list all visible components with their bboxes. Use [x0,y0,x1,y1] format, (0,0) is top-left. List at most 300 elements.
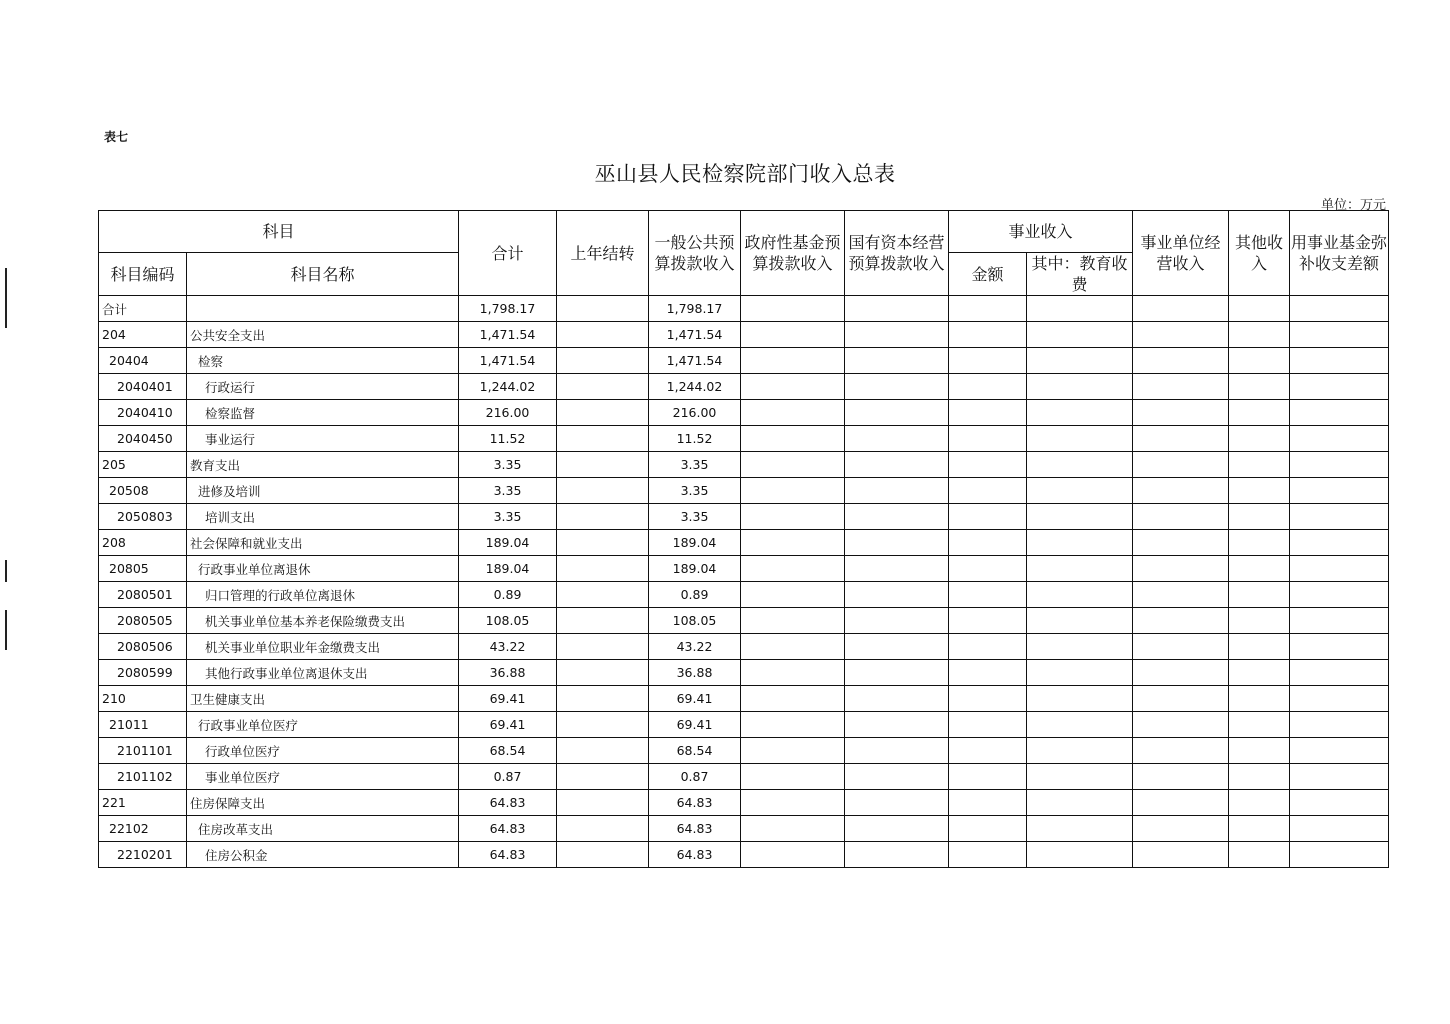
balance-cell [1290,608,1389,634]
other-income-cell [1229,816,1290,842]
other-income-cell [1229,530,1290,556]
carryover-cell [557,582,649,608]
carryover-cell [557,660,649,686]
state-capital-cell [845,556,949,582]
carryover-cell [557,816,649,842]
state-capital-cell [845,322,949,348]
general-budget-cell: 108.05 [649,608,741,634]
code-cell: 2050803 [99,504,187,530]
code-cell: 2080599 [99,660,187,686]
name-cell: 机关事业单位职业年金缴费支出 [187,634,459,660]
edu-fee-cell [1027,738,1133,764]
general-budget-cell: 69.41 [649,686,741,712]
code-cell: 22102 [99,816,187,842]
other-income-cell [1229,504,1290,530]
fund-budget-cell [741,374,845,400]
name-cell: 行政单位医疗 [187,738,459,764]
edu-fee-cell [1027,660,1133,686]
scan-edge-mark [5,560,7,582]
state-capital-cell [845,530,949,556]
fund-budget-cell [741,530,845,556]
state-capital-cell [845,348,949,374]
other-income-cell [1229,348,1290,374]
other-income-cell [1229,582,1290,608]
other-income-cell [1229,556,1290,582]
carryover-cell [557,374,649,400]
business-amount-cell [949,530,1027,556]
operating-income-cell [1133,322,1229,348]
operating-income-cell [1133,660,1229,686]
header-balance: 用事业基金弥补收支差额 [1290,211,1389,296]
other-income-cell [1229,738,1290,764]
header-fund-budget: 政府性基金预算拨款收入 [741,211,845,296]
scan-edge-mark [5,610,7,650]
business-amount-cell [949,790,1027,816]
operating-income-cell [1133,530,1229,556]
operating-income-cell [1133,634,1229,660]
edu-fee-cell [1027,842,1133,868]
state-capital-cell [845,400,949,426]
business-amount-cell [949,816,1027,842]
state-capital-cell [845,374,949,400]
name-cell: 住房公积金 [187,842,459,868]
balance-cell [1290,374,1389,400]
carryover-cell [557,634,649,660]
table-body [99,296,1389,868]
fund-budget-cell [741,296,845,322]
carryover-cell [557,296,649,322]
total-cell: 1,244.02 [459,374,557,400]
fund-budget-cell [741,738,845,764]
table-row [99,478,1389,504]
code-cell: 20404 [99,348,187,374]
edu-fee-cell [1027,556,1133,582]
balance-cell [1290,764,1389,790]
total-cell: 3.35 [459,452,557,478]
header-amount: 金额 [949,253,1027,296]
fund-budget-cell [741,426,845,452]
total-cell: 36.88 [459,660,557,686]
table-row [99,738,1389,764]
name-cell: 其他行政事业单位离退休支出 [187,660,459,686]
total-cell: 216.00 [459,400,557,426]
state-capital-cell [845,764,949,790]
name-cell: 行政事业单位离退休 [187,556,459,582]
state-capital-cell [845,504,949,530]
balance-cell [1290,530,1389,556]
other-income-cell [1229,686,1290,712]
operating-income-cell [1133,842,1229,868]
table-row [99,348,1389,374]
table-number-label: 表七 [104,130,129,144]
fund-budget-cell [741,634,845,660]
total-cell: 64.83 [459,790,557,816]
header-operating-income: 事业单位经营收入 [1133,211,1229,296]
code-cell: 208 [99,530,187,556]
code-cell: 2080506 [99,634,187,660]
business-amount-cell [949,296,1027,322]
carryover-cell [557,790,649,816]
operating-income-cell [1133,348,1229,374]
carryover-cell [557,738,649,764]
balance-cell [1290,504,1389,530]
fund-budget-cell [741,790,845,816]
name-cell: 住房改革支出 [187,816,459,842]
total-cell: 69.41 [459,712,557,738]
operating-income-cell [1133,816,1229,842]
edu-fee-cell [1027,790,1133,816]
state-capital-cell [845,686,949,712]
general-budget-cell: 64.83 [649,842,741,868]
general-budget-cell: 1,798.17 [649,296,741,322]
header-subject: 科目 [99,211,459,253]
code-cell: 2080501 [99,582,187,608]
fund-budget-cell [741,764,845,790]
fund-budget-cell [741,686,845,712]
carryover-cell [557,322,649,348]
balance-cell [1290,634,1389,660]
total-cell: 0.89 [459,582,557,608]
other-income-cell [1229,634,1290,660]
name-cell: 检察 [187,348,459,374]
carryover-cell [557,426,649,452]
state-capital-cell [845,426,949,452]
code-cell: 2210201 [99,842,187,868]
name-cell: 培训支出 [187,504,459,530]
carryover-cell [557,348,649,374]
table-row [99,582,1389,608]
operating-income-cell [1133,582,1229,608]
state-capital-cell [845,660,949,686]
total-cell: 64.83 [459,816,557,842]
table-row [99,452,1389,478]
table-row [99,634,1389,660]
business-amount-cell [949,582,1027,608]
other-income-cell [1229,478,1290,504]
total-cell: 64.83 [459,842,557,868]
fund-budget-cell [741,660,845,686]
other-income-cell [1229,426,1290,452]
edu-fee-cell [1027,400,1133,426]
table-row [99,296,1389,322]
edu-fee-cell [1027,712,1133,738]
edu-fee-cell [1027,686,1133,712]
balance-cell [1290,816,1389,842]
other-income-cell [1229,842,1290,868]
table-row [99,816,1389,842]
edu-fee-cell [1027,426,1133,452]
general-budget-cell: 1,244.02 [649,374,741,400]
total-cell: 69.41 [459,686,557,712]
header-total: 合计 [459,211,557,296]
scan-edge-mark [5,268,7,328]
state-capital-cell [845,608,949,634]
operating-income-cell [1133,712,1229,738]
operating-income-cell [1133,478,1229,504]
other-income-cell [1229,764,1290,790]
operating-income-cell [1133,426,1229,452]
other-income-cell [1229,790,1290,816]
total-cell: 3.35 [459,478,557,504]
business-amount-cell [949,374,1027,400]
operating-income-cell [1133,452,1229,478]
code-cell: 204 [99,322,187,348]
carryover-cell [557,686,649,712]
header-name: 科目名称 [187,253,459,296]
business-amount-cell [949,712,1027,738]
fund-budget-cell [741,556,845,582]
other-income-cell [1229,660,1290,686]
balance-cell [1290,452,1389,478]
name-cell: 进修及培训 [187,478,459,504]
balance-cell [1290,426,1389,452]
fund-budget-cell [741,582,845,608]
page-title: 巫山县人民检察院部门收入总表 [594,162,896,186]
header-edu-fee: 其中：教育收费 [1027,253,1133,296]
name-cell: 事业运行 [187,426,459,452]
name-cell: 社会保障和就业支出 [187,530,459,556]
operating-income-cell [1133,686,1229,712]
code-cell: 221 [99,790,187,816]
edu-fee-cell [1027,582,1133,608]
header-general-budget: 一般公共预算拨款收入 [649,211,741,296]
fund-budget-cell [741,816,845,842]
state-capital-cell [845,738,949,764]
state-capital-cell [845,790,949,816]
name-cell: 行政事业单位医疗 [187,712,459,738]
operating-income-cell [1133,296,1229,322]
table-row [99,842,1389,868]
table-row [99,374,1389,400]
name-cell: 机关事业单位基本养老保险缴费支出 [187,608,459,634]
general-budget-cell: 11.52 [649,426,741,452]
table-row [99,764,1389,790]
general-budget-cell: 43.22 [649,634,741,660]
total-cell: 11.52 [459,426,557,452]
business-amount-cell [949,504,1027,530]
total-cell: 0.87 [459,764,557,790]
state-capital-cell [845,478,949,504]
general-budget-cell: 0.89 [649,582,741,608]
name-cell: 住房保障支出 [187,790,459,816]
code-cell: 2040450 [99,426,187,452]
business-amount-cell [949,400,1027,426]
table-row [99,608,1389,634]
business-amount-cell [949,348,1027,374]
code-cell: 2040410 [99,400,187,426]
other-income-cell [1229,712,1290,738]
header-other-income: 其他收入 [1229,211,1290,296]
code-cell: 205 [99,452,187,478]
balance-cell [1290,348,1389,374]
edu-fee-cell [1027,634,1133,660]
fund-budget-cell [741,712,845,738]
table-row [99,530,1389,556]
total-cell: 3.35 [459,504,557,530]
carryover-cell [557,504,649,530]
table-row [99,400,1389,426]
table-row [99,660,1389,686]
state-capital-cell [845,712,949,738]
balance-cell [1290,478,1389,504]
balance-cell [1290,686,1389,712]
fund-budget-cell [741,322,845,348]
edu-fee-cell [1027,322,1133,348]
total-cell: 1,798.17 [459,296,557,322]
fund-budget-cell [741,348,845,374]
header-state-capital: 国有资本经营预算拨款收入 [845,211,949,296]
table-row [99,426,1389,452]
state-capital-cell [845,842,949,868]
general-budget-cell: 0.87 [649,764,741,790]
balance-cell [1290,582,1389,608]
unit-label: 单位：万元 [1320,198,1386,213]
name-cell: 卫生健康支出 [187,686,459,712]
name-cell: 归口管理的行政单位离退休 [187,582,459,608]
code-cell: 2101101 [99,738,187,764]
table-row [99,556,1389,582]
total-cell: 189.04 [459,530,557,556]
general-budget-cell: 64.83 [649,790,741,816]
name-cell: 行政运行 [187,374,459,400]
edu-fee-cell [1027,816,1133,842]
state-capital-cell [845,816,949,842]
operating-income-cell [1133,504,1229,530]
name-cell: 事业单位医疗 [187,764,459,790]
edu-fee-cell [1027,530,1133,556]
fund-budget-cell [741,400,845,426]
general-budget-cell: 36.88 [649,660,741,686]
business-amount-cell [949,608,1027,634]
general-budget-cell: 189.04 [649,530,741,556]
business-amount-cell [949,634,1027,660]
balance-cell [1290,712,1389,738]
carryover-cell [557,842,649,868]
general-budget-cell: 216.00 [649,400,741,426]
other-income-cell [1229,452,1290,478]
operating-income-cell [1133,790,1229,816]
total-cell: 108.05 [459,608,557,634]
business-amount-cell [949,764,1027,790]
other-income-cell [1229,322,1290,348]
header-carryover: 上年结转 [557,211,649,296]
fund-budget-cell [741,504,845,530]
fund-budget-cell [741,608,845,634]
business-amount-cell [949,452,1027,478]
balance-cell [1290,660,1389,686]
income-table [98,210,1389,868]
carryover-cell [557,478,649,504]
business-amount-cell [949,686,1027,712]
operating-income-cell [1133,764,1229,790]
state-capital-cell [845,634,949,660]
table-row [99,712,1389,738]
carryover-cell [557,764,649,790]
carryover-cell [557,608,649,634]
code-cell: 20508 [99,478,187,504]
operating-income-cell [1133,400,1229,426]
table-row [99,322,1389,348]
other-income-cell [1229,296,1290,322]
total-cell: 1,471.54 [459,322,557,348]
carryover-cell [557,712,649,738]
business-amount-cell [949,660,1027,686]
business-amount-cell [949,842,1027,868]
business-amount-cell [949,426,1027,452]
total-cell: 68.54 [459,738,557,764]
business-amount-cell [949,556,1027,582]
table-row [99,504,1389,530]
balance-cell [1290,322,1389,348]
name-cell: 教育支出 [187,452,459,478]
edu-fee-cell [1027,608,1133,634]
edu-fee-cell [1027,478,1133,504]
balance-cell [1290,738,1389,764]
other-income-cell [1229,400,1290,426]
fund-budget-cell [741,452,845,478]
name-cell: 检察监督 [187,400,459,426]
business-amount-cell [949,478,1027,504]
edu-fee-cell [1027,374,1133,400]
name-cell: 公共安全支出 [187,322,459,348]
fund-budget-cell [741,842,845,868]
general-budget-cell: 3.35 [649,452,741,478]
state-capital-cell [845,296,949,322]
state-capital-cell [845,452,949,478]
balance-cell [1290,790,1389,816]
balance-cell [1290,842,1389,868]
operating-income-cell [1133,738,1229,764]
carryover-cell [557,556,649,582]
general-budget-cell: 3.35 [649,478,741,504]
general-budget-cell: 3.35 [649,504,741,530]
balance-cell [1290,296,1389,322]
other-income-cell [1229,374,1290,400]
code-cell: 2040401 [99,374,187,400]
code-cell: 210 [99,686,187,712]
header-business-income: 事业收入 [949,211,1133,253]
code-cell: 合计 [99,296,187,322]
balance-cell [1290,400,1389,426]
total-cell: 189.04 [459,556,557,582]
carryover-cell [557,452,649,478]
edu-fee-cell [1027,296,1133,322]
state-capital-cell [845,582,949,608]
general-budget-cell: 68.54 [649,738,741,764]
general-budget-cell: 1,471.54 [649,348,741,374]
edu-fee-cell [1027,452,1133,478]
table-row [99,686,1389,712]
operating-income-cell [1133,374,1229,400]
edu-fee-cell [1027,348,1133,374]
table-row [99,790,1389,816]
edu-fee-cell [1027,504,1133,530]
other-income-cell [1229,608,1290,634]
general-budget-cell: 64.83 [649,816,741,842]
general-budget-cell: 1,471.54 [649,322,741,348]
edu-fee-cell [1027,764,1133,790]
balance-cell [1290,556,1389,582]
total-cell: 1,471.54 [459,348,557,374]
total-cell: 43.22 [459,634,557,660]
carryover-cell [557,400,649,426]
fund-budget-cell [741,478,845,504]
carryover-cell [557,530,649,556]
code-cell: 2080505 [99,608,187,634]
code-cell: 21011 [99,712,187,738]
business-amount-cell [949,322,1027,348]
name-cell [187,296,459,322]
